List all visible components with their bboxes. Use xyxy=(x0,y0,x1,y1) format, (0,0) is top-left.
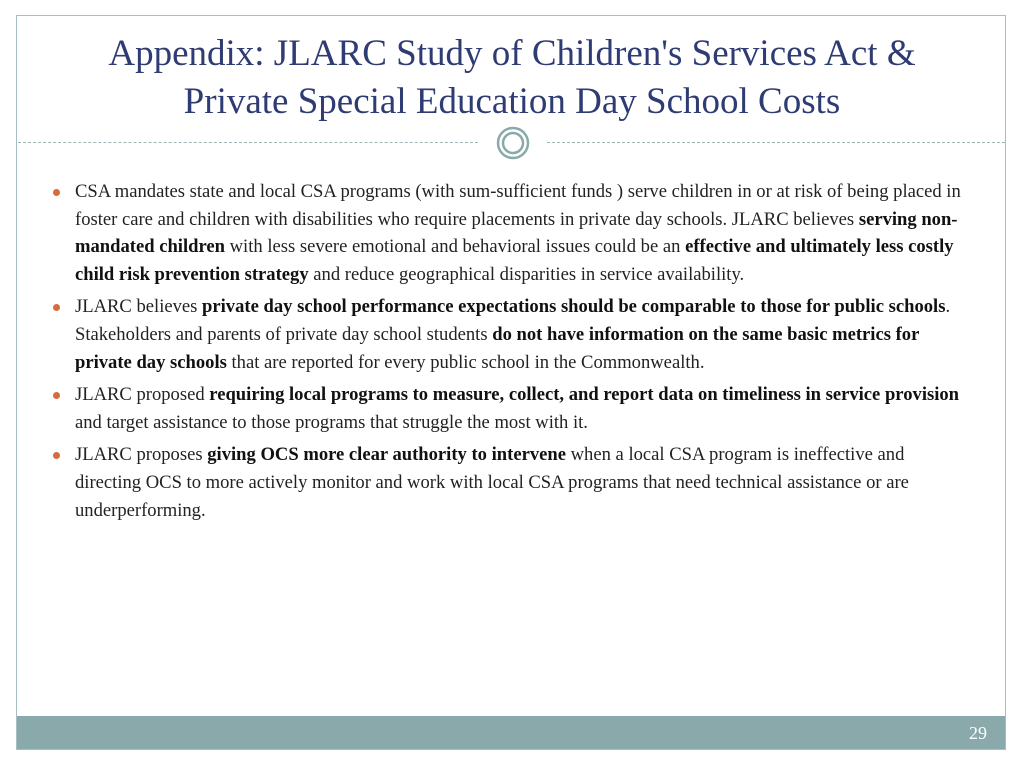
bullet-item xyxy=(48,178,973,288)
bullet-dot-icon xyxy=(53,304,60,311)
bullet-bold-segment: giving OCS more clear authority to intervene xyxy=(207,444,566,466)
bullet-text-segment: with less severe emotional and behavioral issues could be an xyxy=(224,236,686,258)
bullet-item xyxy=(48,381,973,436)
bullet-dot-icon xyxy=(53,392,60,399)
bullet-text-segment: when a local CSA program is ineffective and directing OCS to more actively monitor and work with local CSA programs that need technical assistance or are underperforming. xyxy=(75,444,909,521)
bullet-bold-segment: do not have information on the same basic metrics for private day schools xyxy=(75,323,919,373)
bullet-bold-segment: serving non-mandated children xyxy=(75,208,958,258)
circle-ornament-icon xyxy=(496,126,530,160)
bullet-text xyxy=(75,181,961,285)
bullet-text xyxy=(75,296,950,372)
bullet-text-segment: JLARC proposes xyxy=(75,444,208,466)
bullet-text-segment: that are reported for every public school in the Commonwealth. xyxy=(226,351,705,373)
bullet-bold-segment: effective and ultimately less costly child risk prevention strategy xyxy=(75,236,954,285)
title-divider-left xyxy=(18,142,478,143)
bullet-dot-icon xyxy=(53,452,60,459)
bullet-item xyxy=(48,293,973,376)
bullet-item xyxy=(48,441,973,524)
bullet-text-segment: CSA mandates state and local CSA programs (with sum-sufficient funds ) serve children in or at risk of being placed in foster care and children with disabilities who require placements in private day schools. JLARC believes xyxy=(75,181,961,230)
bullet-text-segment: . Stakeholders and parents of private day school students xyxy=(75,296,951,345)
slide-title xyxy=(20,30,1004,126)
bullet-list xyxy=(48,178,973,529)
bullet-text-segment: and reduce geographical disparities in service availability. xyxy=(308,263,745,285)
bullet-text-segment: JLARC believes xyxy=(75,296,203,318)
bullet-text-segment: JLARC proposed xyxy=(75,384,210,406)
footer-bar xyxy=(17,716,1005,749)
slide-title-line-1: Appendix: JLARC Study of Children's Services Act & xyxy=(108,33,916,74)
bullet-dot-icon xyxy=(53,189,60,196)
bullet-bold-segment: private day school performance expectations should be comparable to those for public schools xyxy=(202,296,946,318)
page-number: 29 xyxy=(969,723,987,743)
bullet-text-segment: and target assistance to those programs that struggle the most with it. xyxy=(75,411,588,433)
bullet-text xyxy=(75,384,959,433)
bullet-text xyxy=(75,444,909,520)
slide-title-line-2: Private Special Education Day School Costs xyxy=(183,81,841,122)
bullet-bold-segment: requiring local programs to measure, collect, and report data on timeliness in service provision xyxy=(209,384,960,406)
title-divider-right xyxy=(547,142,1005,143)
